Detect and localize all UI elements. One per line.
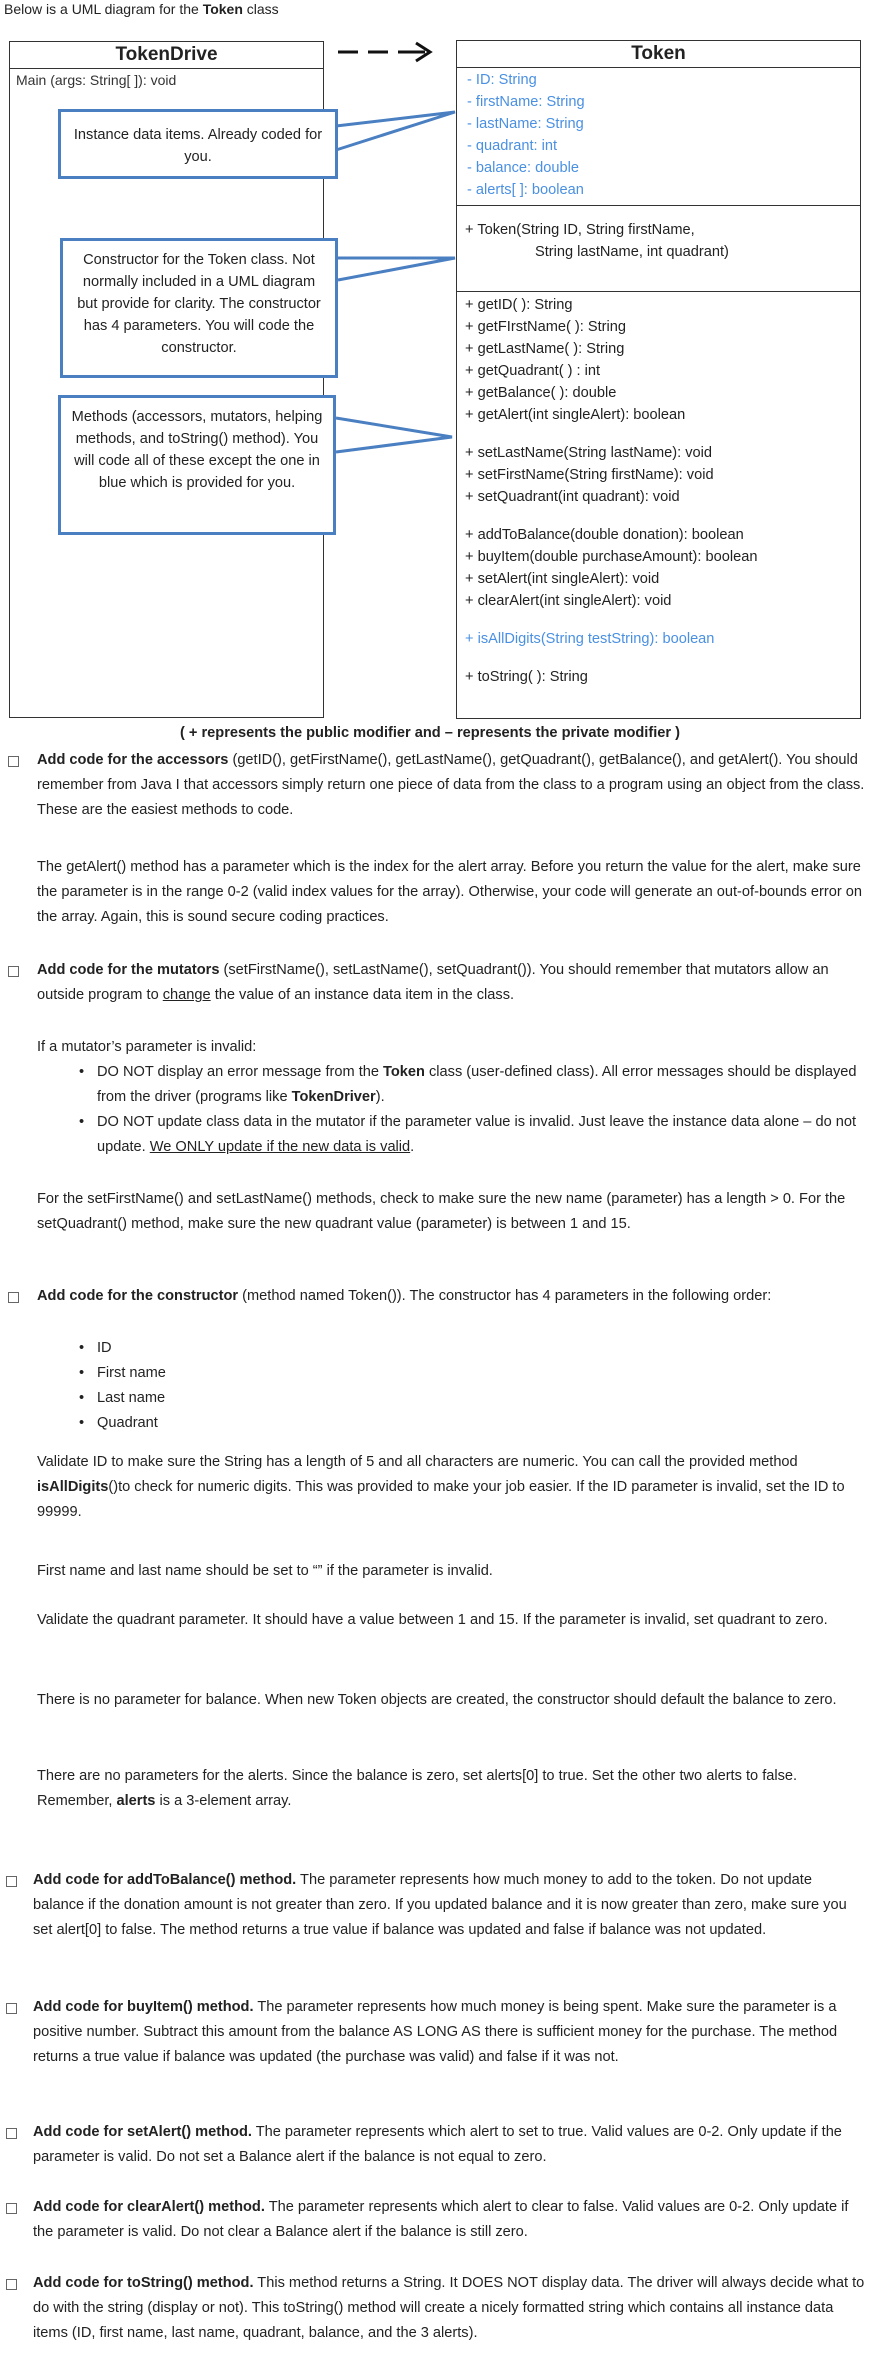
token-class-box <box>456 40 861 719</box>
method-accessor: + getAlert(int singleAlert): boolean <box>465 407 686 423</box>
clearalert-paragraph: Add code for clearAlert() method. The parameter represents which alert to clear to false. Valid values are 0-2. Only update if the parameter is valid. Do not clear a Balance alert if the balance is still zero. <box>33 2199 849 2240</box>
buyitem-paragraph: Add code for buyItem() method. The parameter represents how much money is being spent. Make sure the parameter is a positive number. Subtract this amount from the balance AS LONG AS there is sufficient money for the purchase. The method returns a true value if balance was updated (the purchase was valid) and false if it was not. <box>33 1999 838 2065</box>
mutators-bullet-2: • DO NOT update class data in the mutator if the parameter value is invalid. Just leave the instance data alone – do not update. We ONLY update if the new data is valid. <box>79 1114 857 1155</box>
checkbox-tostring[interactable] <box>6 2279 17 2290</box>
mutators-invalid-intro: If a mutator’s parameter is invalid: <box>37 1039 257 1055</box>
method-helper: + clearAlert(int singleAlert): void <box>465 593 672 609</box>
field: - balance: double <box>467 160 579 176</box>
checkbox-clearalert[interactable] <box>6 2203 17 2214</box>
dependency-arrow <box>338 43 430 61</box>
constructor-param: First name <box>97 1365 166 1381</box>
method-accessor: + getBalance( ): double <box>465 385 617 401</box>
field: - quadrant: int <box>467 138 558 154</box>
accessors-getalert-paragraph: The getAlert() method has a parameter which is the index for the alert array. Before you return the value for the alert, make sure the parameter is in the range 0-2 (valid index values for the array). Otherwise, your code will generate an out-of-bounds error on the array. Again, this is sound secure coding practices. <box>37 859 862 925</box>
field: - alerts[ ]: boolean <box>467 182 584 198</box>
callout-pointer-constructor <box>338 258 455 280</box>
method-mutator: + setFirstName(String firstName): void <box>465 467 714 483</box>
checkbox-buyitem[interactable] <box>6 2003 17 2014</box>
constructor-param: Last name <box>97 1390 166 1406</box>
constructor-alerts-paragraph: There are no parameters for the alerts. Since the balance is zero, set alerts[0] to true. Set the other two alerts to false. Remember, alerts is a 3-element array. <box>37 1768 798 1809</box>
callout-pointer-methods <box>336 418 452 452</box>
mutators-bullet-1: • DO NOT display an error message from the Token class (user-defined class). All error messages should be displayed from the driver (programs like TokenDriver). <box>79 1064 857 1105</box>
token-methods <box>457 294 860 688</box>
tokendrive-title: TokenDrive <box>10 42 323 69</box>
intro-text: Below is a UML diagram for the Token class <box>4 1 279 17</box>
checkbox-setalert[interactable] <box>6 2128 17 2139</box>
constructor-quadrant-paragraph: Validate the quadrant parameter. It should have a value between 1 and 15. If the parameter is invalid, set quadrant to zero. <box>37 1612 828 1628</box>
uml-legend: ( + represents the public modifier and – represents the private modifier ) <box>180 725 680 741</box>
setalert-paragraph: Add code for setAlert() method. The parameter represents which alert to set to true. Valid values are 0-2. Only update if the parameter is valid. Do not set a Balance alert if the balance is not equal to zero. <box>33 2124 842 2165</box>
method-helper: + buyItem(double purchaseAmount): boolean <box>465 549 758 565</box>
constructor-id-paragraph: Validate ID to make sure the String has a length of 5 and all characters are numeric. You can call the provided method isAllDigits()to check for numeric digits. This was provided to make your job easier. If the ID parameter is invalid, set the ID to 99999. <box>37 1454 845 1520</box>
callout-pointer-fields <box>336 112 455 150</box>
mutators-length-paragraph: For the setFirstName() and setLastName() methods, check to make sure the new name (parameter) has a length > 0. For the setQuadrant() method, make sure the new quadrant value (parameter) is between 1 and 15. <box>37 1191 846 1232</box>
constructor-paragraph: Add code for the constructor (method named Token()). The constructor has 4 parameters in the following order: <box>37 1288 772 1304</box>
method-accessor: + getLastName( ): String <box>465 341 625 357</box>
constructor-balance-paragraph: There is no parameter for balance. When new Token objects are created, the constructor should default the balance to zero. <box>37 1692 837 1708</box>
callout-fields: Instance data items. Already coded for you. <box>58 109 338 179</box>
method-helper: + setAlert(int singleAlert): void <box>465 571 660 587</box>
token-fields <box>457 69 860 201</box>
token-constructor: + Token(String ID, String firstName, String lastName, int quadrant) <box>465 222 729 260</box>
token-title: Token <box>457 41 860 68</box>
method-provided: + isAllDigits(String testString): boolean <box>465 631 715 647</box>
method-helper: + addToBalance(double donation): boolean <box>465 527 744 543</box>
accessors-paragraph: Add code for the accessors (getID(), getFirstName(), getLastName(), getQuadrant(), getBalance(), and getAlert(). You should remember from Java I that accessors simply return one piece of data from the class to a program using an object from the class. These are the easiest methods to code. <box>37 752 865 818</box>
method-accessor: + getID( ): String <box>465 297 573 313</box>
constructor-names-paragraph: First name and last name should be set to “” if the parameter is invalid. <box>37 1563 493 1579</box>
field: - firstName: String <box>467 94 585 110</box>
checkbox-accessors[interactable] <box>8 756 19 767</box>
field: - ID: String <box>467 72 537 88</box>
callout-constructor: Constructor for the Token class. Not normally included in a UML diagram but provide for clarity. The constructor has 4 parameters. You will code the constructor. <box>60 238 338 378</box>
method-mutator: + setQuadrant(int quadrant): void <box>465 489 680 505</box>
method-accessor: + getFIrstName( ): String <box>465 319 626 335</box>
constructor-param: Quadrant <box>97 1415 158 1431</box>
checkbox-mutators[interactable] <box>8 966 19 977</box>
tostring-paragraph: Add code for toString() method. This method returns a String. It DOES NOT display data. The driver will always decide what to do with the string (display or not). This toString() method will create a nicely formatted string which contains all instance data items (ID, first name, last name, quadrant, balance, and the 3 alerts). <box>33 2275 865 2341</box>
addtobalance-paragraph: Add code for addToBalance() method. The parameter represents how much money to add to the token. Do not update balance if the donation amount is not greater than zero. If you updated balance and it is now greater than zero, make sure you set alert[0] to false. The method returns a true value if balance was updated and false if balance was not updated. <box>33 1872 847 1938</box>
callout-methods: Methods (accessors, mutators, helping methods, and toString() method). You will code all of these except the one in blue which is provided for you. <box>58 395 336 535</box>
method-tostring: + toString( ): String <box>465 669 588 685</box>
constructor-param: ID <box>97 1340 112 1356</box>
method-accessor: + getQuadrant( ) : int <box>465 363 601 379</box>
tokendrive-main-method: Main (args: String[ ]): void <box>16 72 177 88</box>
checkbox-constructor[interactable] <box>8 1292 19 1303</box>
checkbox-addtobalance[interactable] <box>6 1876 17 1887</box>
field: - lastName: String <box>467 116 584 132</box>
method-mutator: + setLastName(String lastName): void <box>465 445 712 461</box>
mutators-paragraph: Add code for the mutators (setFirstName(), setLastName(), setQuadrant()). You should remember that mutators allow an outside program to change the value of an instance data item in the class. <box>37 962 829 1003</box>
